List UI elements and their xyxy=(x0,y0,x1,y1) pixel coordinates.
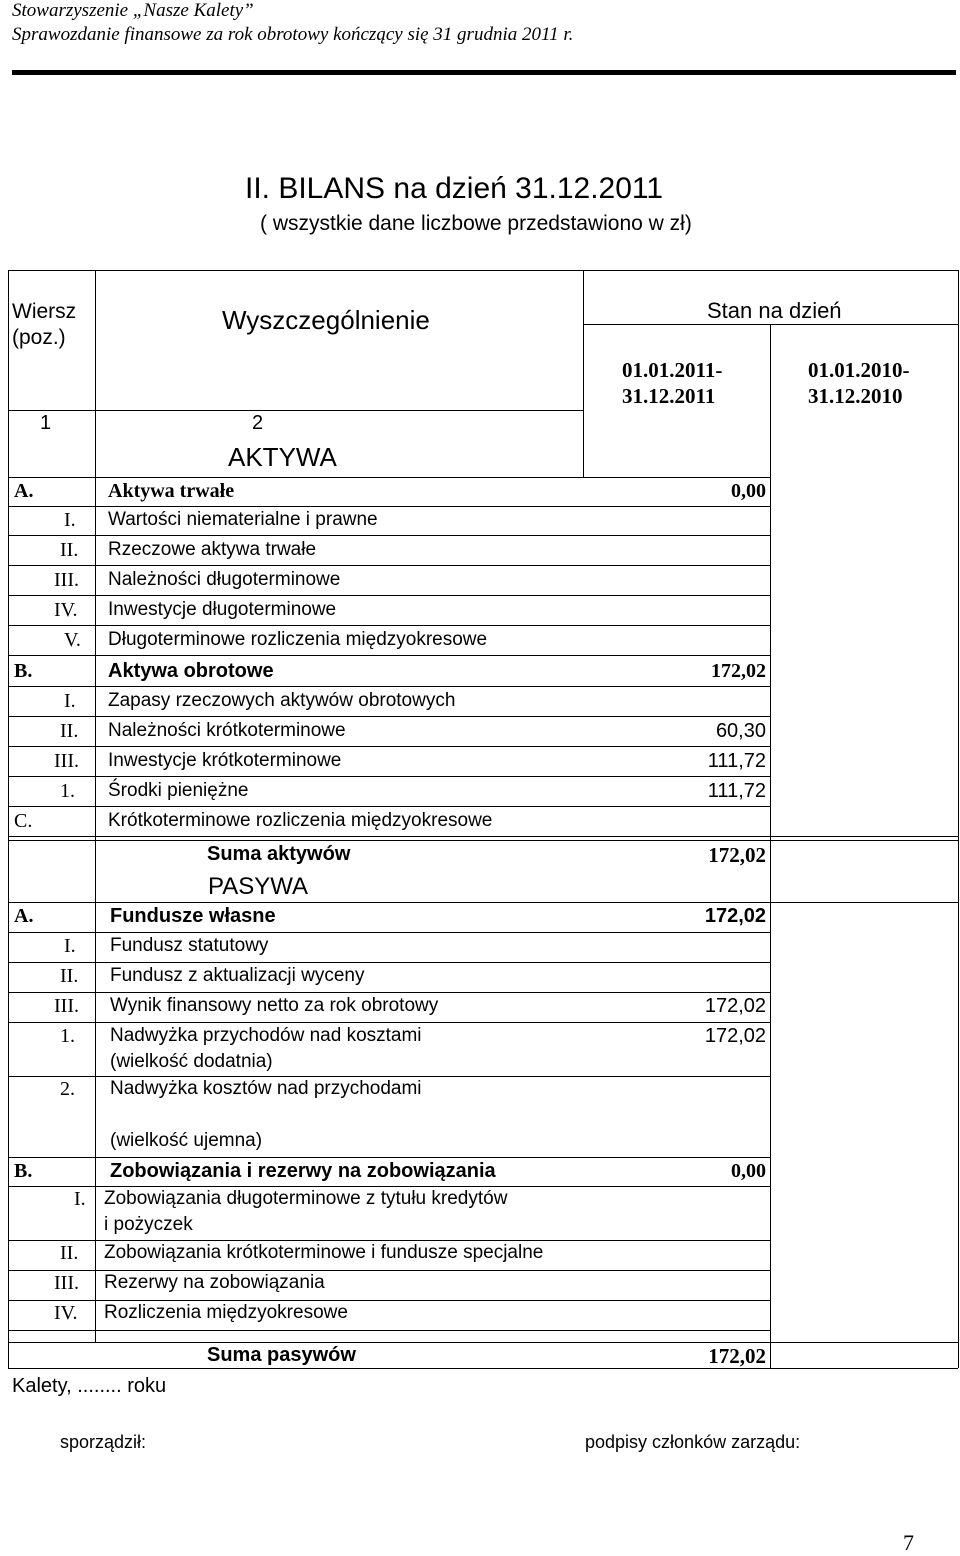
row-label: Zapasy rzeczowych aktywów obrotowych xyxy=(108,690,456,711)
row-label: Aktywa obrotowe xyxy=(108,660,274,682)
row-line xyxy=(8,746,770,747)
row-line xyxy=(8,655,770,656)
row-label: Zobowiązania i rezerwy na zobowiązania xyxy=(110,1160,496,1182)
period-current-1: 01.01.2011- xyxy=(622,358,723,382)
place-date: Kalety, ........ roku xyxy=(12,1375,167,1397)
row-line xyxy=(8,565,770,566)
row-number: 1. xyxy=(60,780,75,802)
suma-aktywow-value: 172,02 xyxy=(708,843,766,867)
row-number: C. xyxy=(14,810,33,832)
row-label: Wynik finansowy netto za rok obrotowy xyxy=(110,995,439,1016)
row-line xyxy=(8,1240,770,1241)
row-number: V. xyxy=(64,629,81,651)
row-line xyxy=(8,840,958,841)
row-number: III. xyxy=(54,1272,79,1294)
row-number: II. xyxy=(60,720,79,742)
period-current-2: 31.12.2011 xyxy=(622,384,716,408)
row-line xyxy=(8,410,583,411)
row-number: II. xyxy=(60,1242,79,1264)
row-label: Zobowiązania krótkoterminowe i fundusze specjalne xyxy=(104,1242,544,1263)
suma-pasywow-label: Suma pasywów xyxy=(207,1344,356,1366)
row-label: Fundusz z aktualizacji wyceny xyxy=(110,965,365,986)
row-line xyxy=(8,1330,770,1331)
row-label: Inwestycje krótkoterminowe xyxy=(108,750,342,771)
row-number: II. xyxy=(60,539,79,561)
row-label: Nadwyżka przychodów nad kosztami xyxy=(110,1025,422,1046)
row-label: Należności długoterminowe xyxy=(108,569,341,590)
row-label-continued: (wielkość dodatnia) xyxy=(110,1051,273,1072)
suma-aktywow-label: Suma aktywów xyxy=(207,843,351,865)
row-label: Inwestycje długoterminowe xyxy=(108,599,337,620)
header-rule xyxy=(12,70,956,75)
row-line xyxy=(8,1270,770,1271)
row-line xyxy=(8,962,770,963)
table-left-border xyxy=(8,270,9,1368)
prepared-by: sporządził: xyxy=(60,1432,147,1452)
row-line xyxy=(8,1076,770,1077)
col-number-2: 2 xyxy=(252,412,264,434)
row-number: B. xyxy=(14,1160,33,1182)
row-number: III. xyxy=(54,569,79,591)
row-number: IV. xyxy=(54,599,78,621)
row-number: III. xyxy=(54,750,79,772)
row-label: Nadwyżka kosztów nad przychodami xyxy=(110,1078,422,1099)
row-line xyxy=(8,932,770,933)
row-line xyxy=(8,776,770,777)
pasywa-heading: PASYWA xyxy=(208,873,309,900)
col-state-label: Stan na dzień xyxy=(707,298,842,323)
row-number: I. xyxy=(64,509,76,531)
row-line xyxy=(8,595,770,596)
row-line xyxy=(8,1368,958,1369)
row-value: 60,30 xyxy=(715,720,766,742)
balance-subtitle: ( wszystkie dane liczbowe przedstawiono w zł) xyxy=(260,212,692,235)
row-label: Rozliczenia międzyokresowe xyxy=(104,1302,348,1323)
row-value: 172,02 xyxy=(704,995,766,1017)
period-prev-1: 01.01.2010- xyxy=(808,358,910,382)
row-label: Rzeczowe aktywa trwałe xyxy=(108,539,317,560)
row-label: Fundusze własne xyxy=(110,905,276,927)
row-value: 172,02 xyxy=(704,1025,766,1047)
col-row-label: Wiersz xyxy=(12,300,77,323)
row-value: 172,02 xyxy=(711,660,766,682)
col-divider-3 xyxy=(770,324,771,1368)
row-label: Środki pieniężne xyxy=(108,780,249,801)
row-line xyxy=(8,625,770,626)
balance-title: II. BILANS na dzień 31.12.2011 xyxy=(245,172,664,205)
row-value: 172,02 xyxy=(704,905,766,927)
suma-pasywow-value: 172,02 xyxy=(708,1344,766,1368)
row-line xyxy=(8,686,770,687)
row-line xyxy=(8,477,583,478)
row-line xyxy=(8,902,958,903)
row-number: II. xyxy=(60,965,79,987)
row-label: Wartości niematerialne i prawne xyxy=(108,509,378,530)
page-number: 7 xyxy=(903,1530,914,1555)
table-top-border-right xyxy=(583,270,958,271)
organization-name: Stowarzyszenie „Nasze Kalety” xyxy=(12,0,254,21)
row-number: A. xyxy=(14,905,34,927)
row-value: 111,72 xyxy=(707,780,766,802)
row-number: I. xyxy=(64,935,76,957)
row-label-continued: i pożyczek xyxy=(104,1214,193,1235)
row-value: 0,00 xyxy=(731,480,766,502)
row-number: IV. xyxy=(54,1302,78,1324)
row-value: 111,72 xyxy=(707,750,766,772)
row-number: A. xyxy=(14,480,34,502)
row-line xyxy=(8,836,958,837)
row-line xyxy=(8,506,770,507)
row-line xyxy=(8,1300,770,1301)
row-label: Fundusz statutowy xyxy=(110,935,269,956)
col-row-label-2: (poz.) xyxy=(12,326,66,349)
row-number: B. xyxy=(14,660,33,682)
row-line xyxy=(8,806,770,807)
row-label: Krótkoterminowe rozliczenia międzyokresowe xyxy=(108,810,493,831)
row-label: Zobowiązania długoterminowe z tytułu kredytów xyxy=(104,1188,508,1209)
row-line xyxy=(8,1186,770,1187)
board-signatures: podpisy członków zarządu: xyxy=(585,1432,801,1452)
col-number-1: 1 xyxy=(40,412,52,434)
col-divider-2 xyxy=(583,270,584,477)
row-line xyxy=(8,1342,958,1343)
row-line xyxy=(583,477,771,478)
row-number: 2. xyxy=(60,1078,75,1100)
row-line xyxy=(8,535,770,536)
row-label-continued: (wielkość ujemna) xyxy=(110,1130,263,1151)
row-number: III. xyxy=(54,995,79,1017)
table-right-border xyxy=(958,270,959,1368)
row-label: Aktywa trwałe xyxy=(108,480,235,502)
col-desc-label: Wyszczególnienie xyxy=(222,305,430,335)
row-value: 0,00 xyxy=(731,1160,766,1182)
row-label: Należności krótkoterminowe xyxy=(108,720,346,741)
report-subtitle: Sprawozdanie finansowe za rok obrotowy kończący się 31 grudnia 2011 r. xyxy=(12,24,574,45)
row-number: 1. xyxy=(60,1025,75,1047)
row-number: I. xyxy=(74,1188,86,1210)
aktywa-heading: AKTYWA xyxy=(228,442,337,472)
row-line xyxy=(8,1157,770,1158)
row-label: Rezerwy na zobowiązania xyxy=(104,1272,325,1293)
period-prev-2: 31.12.2010 xyxy=(808,384,903,408)
row-line xyxy=(8,1022,770,1023)
row-number: I. xyxy=(64,690,76,712)
row-line xyxy=(8,716,770,717)
row-label: Długoterminowe rozliczenia międzyokresowe xyxy=(108,629,488,650)
row-line xyxy=(8,992,770,993)
